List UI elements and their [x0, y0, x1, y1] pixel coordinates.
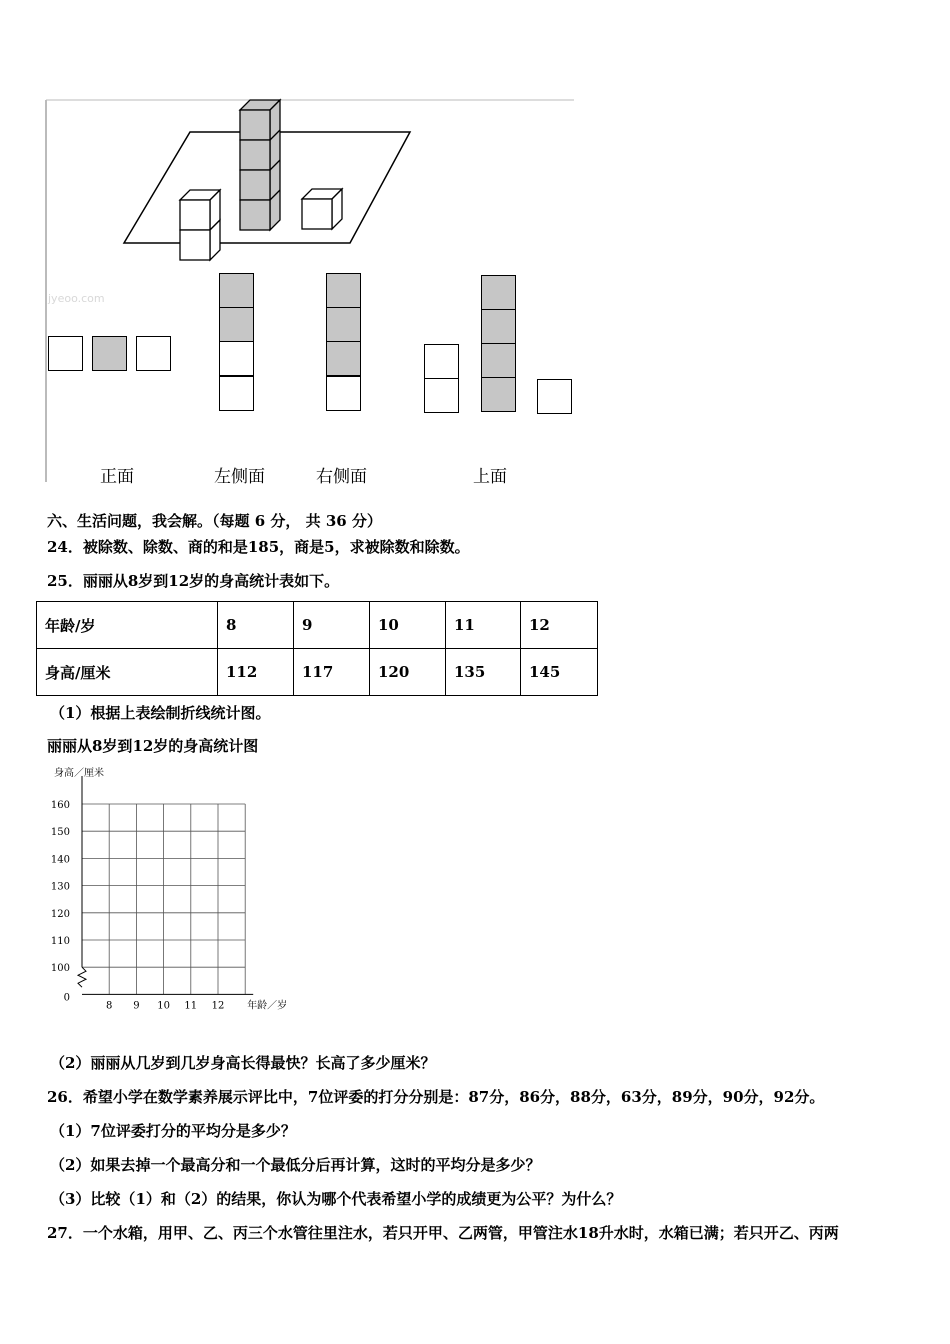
top-view-cell-4: [481, 309, 516, 344]
x-tick-label: 10: [157, 1000, 170, 1012]
left-view-cell-4: [219, 376, 254, 411]
right-view-cell-3: [326, 341, 361, 376]
y-tick-label: 0: [63, 992, 70, 1004]
view-label-front: 正面: [100, 467, 134, 487]
top-view-cell-1: [424, 344, 459, 379]
question-25: 25．丽丽从8岁到12岁的身高统计表如下。: [47, 572, 340, 590]
front-view-cell-3: [136, 336, 171, 371]
q26-part2: （2）如果去掉一个最高分和一个最低分后再计算，这时的平均分是多少？: [50, 1156, 541, 1174]
q25-part2: （2）丽丽从几岁到几岁身高长得最快？长高了多少厘米？: [50, 1054, 436, 1072]
x-tick-label: 9: [133, 1000, 140, 1012]
cube-single: [302, 189, 342, 229]
chart-title: 丽丽从8岁到12岁的身高统计图: [47, 737, 259, 755]
view-label-top: 上面: [473, 467, 507, 487]
top-view-cell-7: [537, 379, 572, 414]
q26-part3: （3）比较（1）和（2）的结果，你认为哪个代表希望小学的成绩更为公平？为什么？: [50, 1190, 622, 1208]
table-header-age: 年龄/岁: [37, 602, 218, 649]
table-cell: 120: [370, 649, 446, 696]
y-tick-label: 160: [50, 800, 70, 811]
front-view-cell-2: [92, 336, 127, 371]
y-tick-label: 130: [50, 881, 70, 893]
question-24: 24．被除数、除数、商的和是185，商是5，求被除数和除数。: [47, 538, 470, 556]
question-26: 26．希望小学在数学素养展示评比中，7位评委的打分分别是：87分，86分，88分，63分，89分，90分，92分。: [47, 1088, 825, 1106]
table-row: [37, 649, 598, 696]
view-label-right: 右侧面: [316, 467, 367, 487]
table-cell: 117: [294, 649, 370, 696]
q26-part1: （1）7位评委打分的平均分是多少？: [50, 1122, 296, 1140]
front-view-cell-1: [48, 336, 83, 371]
table-cell: 11: [446, 602, 521, 649]
y-axis-title: 身高／厘米: [54, 768, 104, 779]
right-view-cell-1: [326, 273, 361, 308]
right-view-cell-4: [326, 376, 361, 411]
table-cell: 10: [370, 602, 446, 649]
view-label-left: 左侧面: [214, 467, 265, 487]
x-axis-title: 年龄／岁: [247, 1000, 288, 1012]
y-tick-label: 120: [50, 908, 70, 920]
table-header-height: 身高/厘米: [37, 649, 218, 696]
table-cell: 112: [218, 649, 294, 696]
y-tick-label: 150: [50, 827, 70, 839]
top-view-cell-6: [481, 377, 516, 412]
height-table: [36, 601, 598, 696]
table-row: [37, 602, 598, 649]
y-tick-label: 140: [50, 854, 70, 866]
q25-part1: （1）根据上表绘制折线统计图。: [50, 704, 271, 722]
views-figure: [44, 98, 576, 488]
left-view-cell-1: [219, 273, 254, 308]
table-cell: 145: [521, 649, 598, 696]
x-tick-label: 11: [184, 1000, 198, 1012]
table-cell: 8: [218, 602, 294, 649]
right-view-cell-2: [326, 307, 361, 342]
table-cell: 12: [521, 602, 598, 649]
axis-break: [78, 967, 86, 987]
table-cell: 9: [294, 602, 370, 649]
x-tick-label: 8: [106, 1000, 113, 1012]
table-cell: 135: [446, 649, 521, 696]
watermark: jyeoo.com: [48, 292, 105, 305]
cube-stack-4: [240, 100, 280, 230]
x-tick-label: 12: [211, 1000, 225, 1012]
left-view-cell-2: [219, 307, 254, 342]
section-title: 六、生活问题，我会解。（每题 6 分， 共 36 分）: [47, 512, 382, 530]
line-chart: [44, 762, 304, 1014]
top-view-cell-2: [424, 378, 459, 413]
top-view-cell-5: [481, 343, 516, 378]
left-view-cell-3: [219, 341, 254, 376]
y-tick-label: 110: [50, 936, 70, 947]
top-view-cell-3: [481, 275, 516, 310]
cube-stack-2: [180, 190, 220, 260]
question-27: 27．一个水箱，用甲、乙、丙三个水管往里注水，若只开甲、乙两管，甲管注水18升水时，水箱已满；若只开乙、丙两: [47, 1224, 839, 1242]
y-tick-label: 100: [50, 963, 70, 975]
